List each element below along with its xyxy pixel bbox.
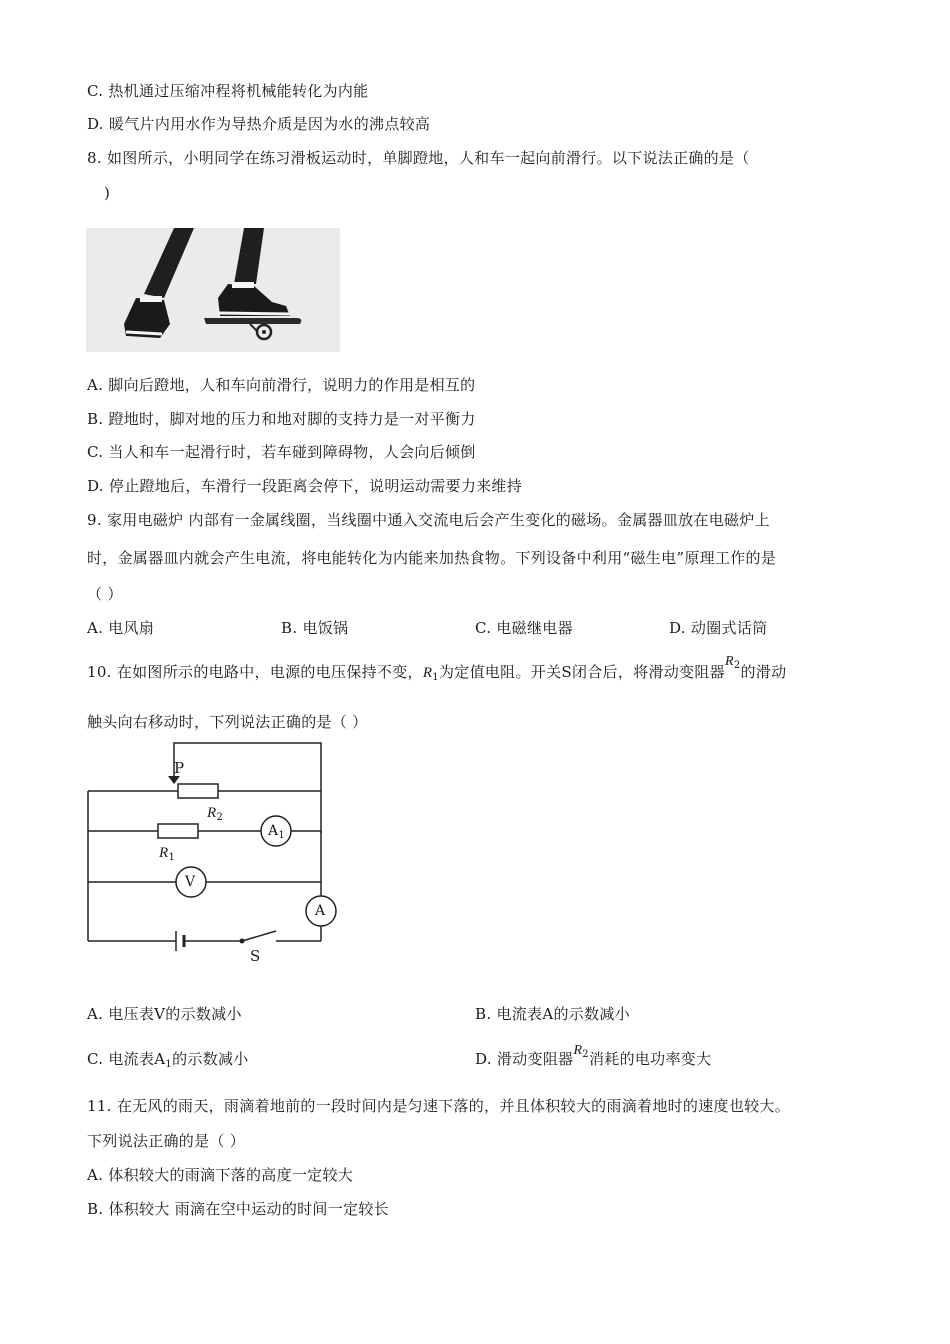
q10-option-b: B. 电流表A的示数减小	[475, 1005, 630, 1023]
voltmeter-v-label: V	[185, 874, 196, 890]
q9-option-c: C. 电磁继电器	[475, 619, 573, 637]
q8-stem-end: )	[104, 184, 111, 202]
circuit-svg	[80, 738, 340, 968]
q9-stem-line1: 9. 家用电磁炉 内部有一金属线圈，当线圈中通入交流电后会产生变化的磁场。金属器皿放在电磁炉上	[87, 511, 770, 529]
slider-label-p: P	[174, 759, 185, 777]
circuit-diagram	[80, 738, 340, 968]
q10-stem-line2: 触头向右移动时，下列说法正确的是（ ）	[87, 713, 368, 731]
q7-option-d: D. 暖气片内用水作为导热介质是因为水的沸点较高	[87, 115, 431, 133]
q11-option-b: B. 体积较大 雨滴在空中运动的时间一定较长	[87, 1200, 389, 1218]
q9-option-a: A. 电风扇	[87, 619, 155, 637]
resistor-r1-label: $R_1$	[159, 845, 176, 863]
r2-symbol: R	[724, 654, 734, 669]
q10-option-c: C. 电流表$A_1$的示数减小	[87, 1050, 249, 1070]
q8-option-a: A. 脚向后蹬地，人和车向前滑行，说明力的作用是相互的	[87, 376, 476, 394]
switch-s-label: S	[250, 947, 261, 965]
q8-option-d: D. 停止蹬地后，车滑行一段距离会停下，说明运动需要力来维持	[87, 477, 523, 495]
q10-stem-line1: 10. 在如图所示的电路中，电源的电压保持不变，$R_1$为定值电阻。开关S闭合后，将滑动变阻器$R_2$的滑动	[87, 654, 787, 683]
ammeter-a1-label: $A_1$	[268, 823, 286, 841]
skateboard-illustration	[86, 228, 340, 352]
q10-option-d: D. 滑动变阻器$R_2$消耗的电功率变大	[475, 1043, 712, 1068]
q7-option-c: C. 热机通过压缩冲程将机械能转化为内能	[87, 82, 369, 100]
q9-option-d: D. 动圈式话筒	[669, 619, 768, 637]
q11-option-a: A. 体积较大的雨滴下落的高度一定较大	[87, 1166, 354, 1184]
skateboard-figure	[86, 228, 340, 352]
q8-option-b: B. 蹬地时，脚对地的压力和地对脚的支持力是一对平衡力	[87, 410, 476, 428]
q9-stem-line2: 时，金属器皿内就会产生电流，将电能转化为内能来加热食物。下列设备中利用“磁生电”原理工作的是	[87, 549, 777, 567]
q9-option-b: B. 电饭锅	[281, 619, 349, 637]
resistor-r2-label: $R_2$	[207, 805, 224, 823]
q8-stem: 8. 如图所示，小明同学在练习滑板运动时，单脚蹬地，人和车一起向前滑行。以下说法正确的是（	[87, 149, 750, 167]
q11-stem-line1: 11. 在无风的雨天，雨滴着地前的一段时间内是匀速下落的，并且体积较大的雨滴着地时的速度也较大。	[87, 1097, 791, 1115]
q8-option-c: C. 当人和车一起滑行时，若车碰到障碍物，人会向后倾倒	[87, 443, 476, 461]
ammeter-a-label: A	[315, 903, 326, 919]
r1-symbol: R	[422, 665, 433, 681]
q11-stem-line2: 下列说法正确的是（ ）	[87, 1132, 246, 1150]
q9-stem-line3: （ ）	[87, 585, 123, 603]
q10-option-a: A. 电压表V的示数减小	[87, 1005, 242, 1023]
